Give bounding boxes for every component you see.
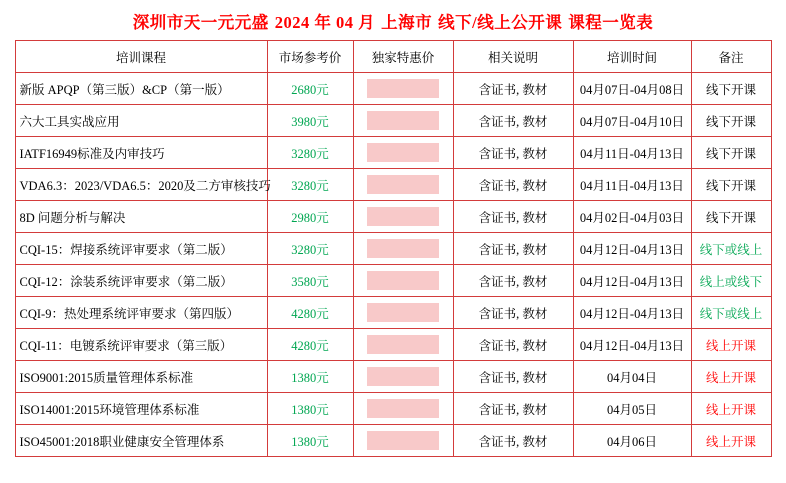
title-type: 线下/线上公开课 (438, 13, 563, 32)
table-row (15, 329, 771, 361)
cell-market-price: 3580元 (267, 265, 353, 297)
cell-market-price: 4280元 (267, 297, 353, 329)
cell-description: 含证书, 教材 (453, 361, 573, 393)
table-row (15, 201, 771, 233)
cell-special-price (353, 105, 453, 137)
cell-special-price (353, 73, 453, 105)
redaction-block (367, 79, 439, 98)
cell-special-price (353, 329, 453, 361)
cell-special-price (353, 393, 453, 425)
cell-market-price: 3280元 (267, 169, 353, 201)
cell-time: 04月12日-04月13日 (573, 265, 691, 297)
cell-remark: 线下开课 (691, 201, 771, 233)
cell-special-price (353, 201, 453, 233)
cell-market-price: 1380元 (267, 425, 353, 457)
cell-time: 04月07日-04月08日 (573, 73, 691, 105)
cell-special-price (353, 265, 453, 297)
cell-special-price (353, 137, 453, 169)
redaction-block (367, 431, 439, 450)
cell-course: 新版 APQP（第三版）&CP（第一版） (15, 73, 267, 105)
cell-time: 04月12日-04月13日 (573, 297, 691, 329)
table-row (15, 105, 771, 137)
redaction-block (367, 367, 439, 386)
cell-course: IATF16949标准及内审技巧 (15, 137, 267, 169)
cell-remark: 线下开课 (691, 169, 771, 201)
cell-special-price (353, 361, 453, 393)
cell-time: 04月12日-04月13日 (573, 329, 691, 361)
cell-course: CQI-12：涂装系统评审要求（第二版） (15, 265, 267, 297)
cell-course: CQI-11：电镀系统评审要求（第三版） (15, 329, 267, 361)
cell-course: ISO14001:2015环境管理体系标准 (15, 393, 267, 425)
table-row (15, 73, 771, 105)
cell-time: 04月02日-04月03日 (573, 201, 691, 233)
redaction-block (367, 239, 439, 258)
redaction-block (367, 271, 439, 290)
cell-market-price: 1380元 (267, 393, 353, 425)
redaction-block (367, 303, 439, 322)
cell-time: 04月12日-04月13日 (573, 233, 691, 265)
cell-course: ISO45001:2018职业健康安全管理体系 (15, 425, 267, 457)
cell-market-price: 2980元 (267, 201, 353, 233)
cell-time: 04月11日-04月13日 (573, 137, 691, 169)
table-body (15, 73, 771, 457)
title-city: 上海市 (381, 13, 433, 32)
cell-remark: 线上开课 (691, 361, 771, 393)
cell-market-price: 2680元 (267, 73, 353, 105)
table-row (15, 361, 771, 393)
cell-course: VDA6.3：2023/VDA6.5：2020及二方审核技巧 (15, 169, 267, 201)
cell-remark: 线上开课 (691, 393, 771, 425)
cell-market-price: 1380元 (267, 361, 353, 393)
cell-course: 六大工具实战应用 (15, 105, 267, 137)
column-header-time: 培训时间 (573, 41, 691, 73)
cell-market-price: 3980元 (267, 105, 353, 137)
redaction-block (367, 175, 439, 194)
redaction-block (367, 335, 439, 354)
cell-description: 含证书, 教材 (453, 201, 573, 233)
cell-remark: 线下或线上 (691, 297, 771, 329)
column-header-remark: 备注 (691, 41, 771, 73)
redaction-block (367, 207, 439, 226)
cell-description: 含证书, 教材 (453, 169, 573, 201)
redaction-block (367, 111, 439, 130)
column-header-description: 相关说明 (453, 41, 573, 73)
cell-course: 8D 问题分析与解决 (15, 201, 267, 233)
table-row (15, 233, 771, 265)
cell-remark: 线上或线下 (691, 265, 771, 297)
cell-description: 含证书, 教材 (453, 233, 573, 265)
table-row (15, 297, 771, 329)
title-suffix: 课程一览表 (568, 13, 654, 32)
cell-remark: 线下开课 (691, 137, 771, 169)
column-header-course: 培训课程 (15, 41, 267, 73)
redaction-block (367, 399, 439, 418)
table-row (15, 265, 771, 297)
column-header-market-price: 市场参考价 (267, 41, 353, 73)
column-header-special-price: 独家特惠价 (353, 41, 453, 73)
course-schedule-table (15, 40, 772, 457)
cell-market-price: 3280元 (267, 137, 353, 169)
cell-time: 04月04日 (573, 361, 691, 393)
cell-description: 含证书, 教材 (453, 329, 573, 361)
cell-description: 含证书, 教材 (453, 137, 573, 169)
table-row (15, 393, 771, 425)
cell-description: 含证书, 教材 (453, 297, 573, 329)
title-company: 深圳市天一元元盛 (132, 13, 269, 32)
cell-remark: 线下或线上 (691, 233, 771, 265)
title-period: 2024 年 04 月 (274, 13, 376, 32)
cell-remark: 线下开课 (691, 73, 771, 105)
cell-time: 04月11日-04月13日 (573, 169, 691, 201)
cell-market-price: 3280元 (267, 233, 353, 265)
table-header-row (15, 41, 771, 73)
cell-course: ISO9001:2015质量管理体系标准 (15, 361, 267, 393)
cell-description: 含证书, 教材 (453, 265, 573, 297)
cell-special-price (353, 297, 453, 329)
cell-course: CQI-15：焊接系统评审要求（第二版） (15, 233, 267, 265)
cell-special-price (353, 425, 453, 457)
table-row (15, 137, 771, 169)
cell-description: 含证书, 教材 (453, 393, 573, 425)
cell-description: 含证书, 教材 (453, 73, 573, 105)
page-title (0, 0, 786, 40)
table-row (15, 169, 771, 201)
cell-time: 04月05日 (573, 393, 691, 425)
cell-remark: 线上开课 (691, 329, 771, 361)
cell-remark: 线下开课 (691, 105, 771, 137)
cell-remark: 线上开课 (691, 425, 771, 457)
cell-description: 含证书, 教材 (453, 425, 573, 457)
cell-description: 含证书, 教材 (453, 105, 573, 137)
table-row (15, 425, 771, 457)
cell-special-price (353, 233, 453, 265)
redaction-block (367, 143, 439, 162)
cell-course: CQI-9：热处理系统评审要求（第四版） (15, 297, 267, 329)
cell-time: 04月07日-04月10日 (573, 105, 691, 137)
cell-time: 04月06日 (573, 425, 691, 457)
cell-market-price: 4280元 (267, 329, 353, 361)
cell-special-price (353, 169, 453, 201)
